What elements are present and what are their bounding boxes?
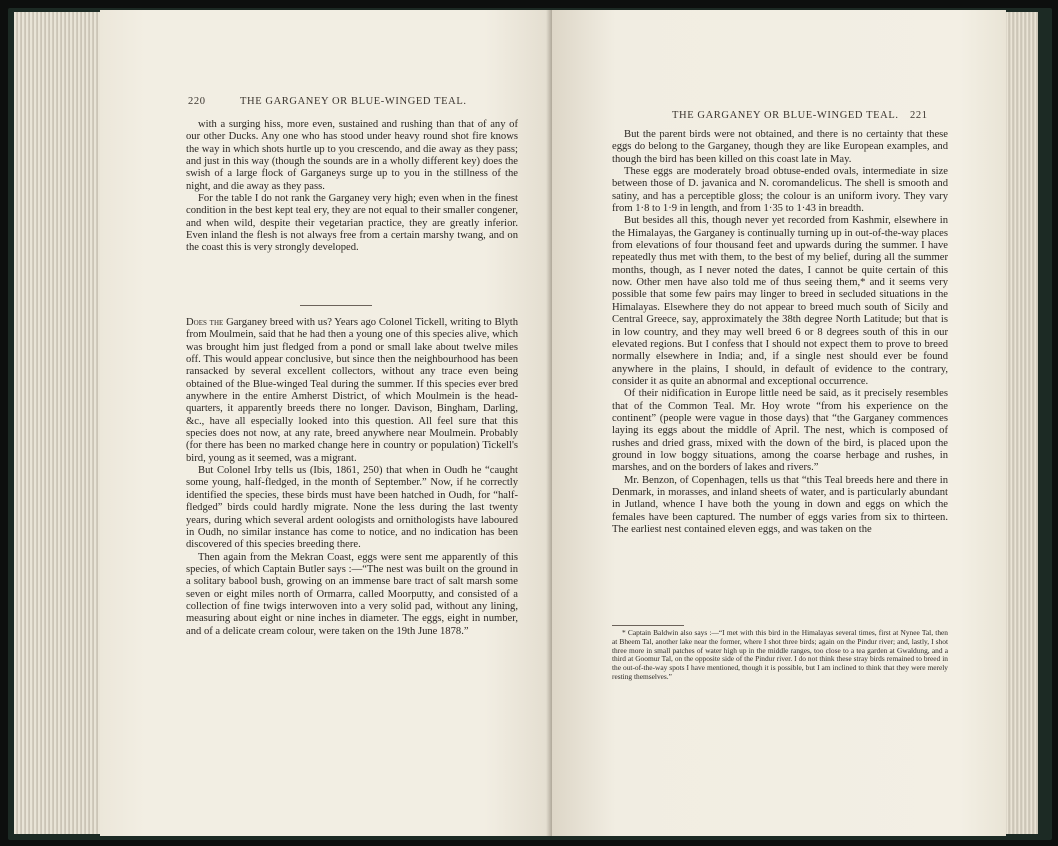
right-page-edges — [1002, 12, 1038, 834]
right-running-head: THE GARGANEY OR BLUE-WINGED TEAL. — [672, 110, 899, 121]
left-page — [100, 10, 552, 836]
left-section-2-first: Garganey breed with us? Years ago Colonel Tickell, writing to Blyth from Moulmein, said that he had then a young one of this species alive, which was brought him just fledged from a pond or small lake about twelve miles off. This would appear conclusive, but since then the neighbourhood has been ransacked by several excellent collectors, without any trace even being obtained of the Blue-winged Teal during the summer. If this species ever bred anywhere in the entire Amherst District, of which Moulmein is the head-quarters, it apparently breeds there no longer. Davison, Bingham, Darling, &c., have all especially looked into this question. All feel sure that this species does not now, at any rate, breed anywhere near Moulmein. Probably (for there has been no marked change here in country or population) Tickell's bird, young as it seemed, was a migrant. — [186, 317, 518, 464]
footnote-rule — [612, 625, 684, 626]
left-section-2 — [186, 317, 518, 638]
right-paragraph: Of their nidification in Europe little need be said, as it precisely resembles that of the Common Teal. Mr. Hoy wrote “from his experience on the continent” (people were vague in those days) that “the Garganey commences laying its eggs about the middle of April. The nest, which is composed of rushes and dried grass, mixed with the down of the bird, is placed upon the ground in low boggy situations, among the coarse herbage and rushes, in marshes, and on the borders of lakes and rivers.” — [612, 388, 948, 474]
footnote-text: * Captain Baldwin also says :—“I met with this bird in the Himalayas several times, first at Nynee Tal, then at Bheem Tal, another lake near the former, where I shot three birds; again on the Pindur river; and, lastly, I shot three more in small patches of water high up in the middle ranges, too close to a tea garden at Gwaldung, and a third at Goomur Tal, on the opposite side of the Pindur river. I do not think these stray birds remained to breed in the out-of-the-way spots I have mentioned, though it is possible, but I am inclined to think that they were merely resting themselves.” — [612, 628, 948, 681]
right-page — [552, 10, 1006, 836]
left-s1-paragraph: For the table I do not rank the Garganey very high; even when in the finest condition in the best kept teal ery, they are not equal to their smaller congener, and when wild, despite their vegetarian practice, they are greatly inferior. Even inland the flesh is not always free from a certain marshy twang, and on the coast this is very strongly developed. — [186, 193, 518, 254]
section-divider — [300, 305, 372, 306]
footnote — [612, 629, 948, 682]
left-running-head: THE GARGANEY OR BLUE-WINGED TEAL. — [240, 96, 467, 107]
left-s2-paragraph: But Colonel Irby tells us (Ibis, 1861, 250) that when in Oudh he “caught some young, half-fledged, in the month of September.” Now, if he correctly identified the species, these birds must have been hatched in Oudh, for “half-fledged” birds could hardly migrate. None the less during the last twenty years, during which several ardent oologists and ornithologists have laboured in Oudh, no similar instance has come to notice, and no indication has been discovered of this species breeding there. — [186, 465, 518, 551]
left-section-2-para — [186, 317, 518, 465]
right-paragraph: Mr. Benzon, of Copenhagen, tells us that “this Teal breeds here and there in Denmark, in morasses, and inland sheets of water, and is particularly abundant in Jutland, whence I have both the young in down and eggs on which the females have been captured. The number of eggs varies from six to thirteen. The earliest nest contained eleven eggs, and was taken on the — [612, 474, 948, 535]
left-s1-paragraph: with a surging hiss, more even, sustained and rushing than that of any of our other Ducks. Any one who has stood under heavy round shot fire knows the way in which shots hurtle up to you crescendo, and die away as they pass; and just in this way (though the sounds are in a wholly different key) does the swish of a large flock of Garganeys surge up to you in the stillness of the night, and die away as they pass. — [186, 119, 518, 192]
right-paragraph: But the parent birds were not obtained, and there is no certainty that these eggs do belong to the Garganey, though they are like European examples, and though the bird has been killed on this coast late in May. — [612, 129, 948, 165]
left-page-number: 220 — [188, 96, 206, 107]
right-paragraph: But besides all this, though never yet recorded from Kashmir, elsewhere in the Himalayas, the Garganey is continually turning up in out-of-the-way places from elevations of four thousand feet and upwards during the summer. I have repeatedly thus met with them, to the best of my belief, during all the summer months, though, as I never noted the dates, I cannot be quite certain of this now. Other men have also told me of thus seeing them,* and it seems very possible that some few pairs may linger to breed in secluded situations in the Himalayas. Elsewhere they do not appear to breed much south of Sicily and Central Greece, say, approximately the 38th degree North Latitude; but that is in low country, and they may well breed 6 or 8 degrees south of this in our elevated regions. But I confess that I should not expect them to prove to breed normally elsewhere in India; and, if a single nest should ever be found anywhere in the plains, I should, in default of evidence to the contrary, consider it as quite an abnormal and exceptional occurrence. — [612, 215, 948, 387]
section-lead: Does the — [186, 317, 224, 328]
right-body — [612, 129, 948, 536]
left-section-1 — [186, 119, 518, 255]
right-page-number: 221 — [910, 110, 928, 121]
right-paragraph: These eggs are moderately broad obtuse-ended ovals, intermediate in size between those of D. javanica and N. coromandelicus. The shell is smooth and satiny, and has a perceptible gloss; the colour is an uniform ivory. They vary from 1·8 to 1·9 in length, and from 1·35 to 1·43 in breadth. — [612, 166, 948, 215]
left-s2-paragraph: Then again from the Mekran Coast, eggs were sent me apparently of this species, of which Captain Butler says :—“The nest was built on the ground in a solitary babool bush, growing on an immense bare tract of salt marsh some seven or eight miles north of Ormarra, called Moorputty, and consisted of a collection of fine twigs interwoven into a very solid pad, without any lining, measuring about eight or nine inches in diameter. The eggs, eight in number, and of a delicate cream colour, were taken on the 19th June 1878.” — [186, 551, 518, 637]
left-page-edges — [14, 12, 104, 834]
